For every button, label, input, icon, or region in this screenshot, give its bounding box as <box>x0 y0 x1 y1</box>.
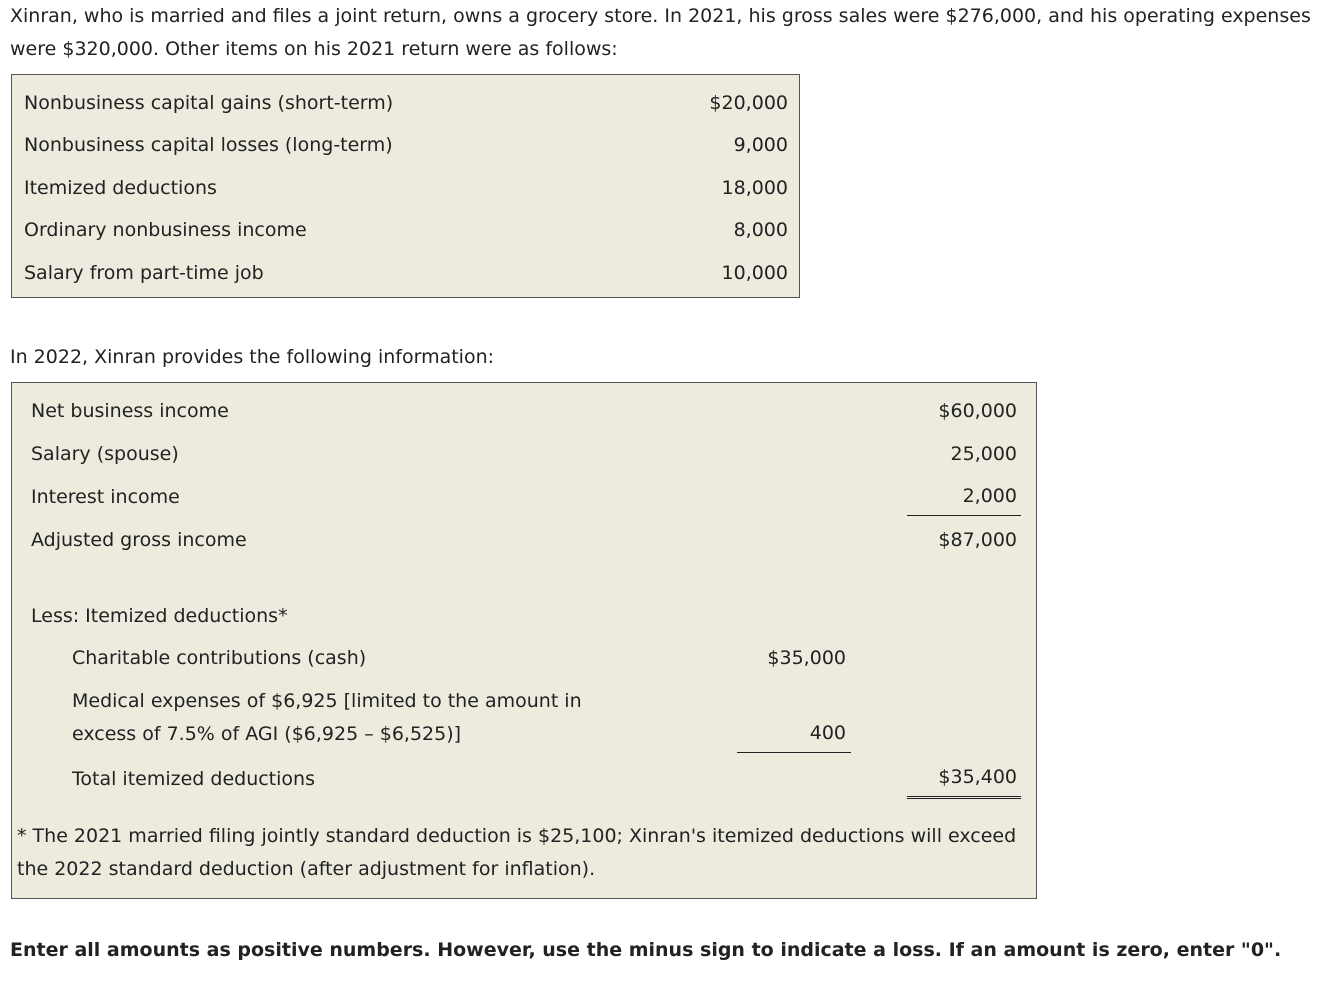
table-2021 <box>11 74 800 298</box>
row-label: Nonbusiness capital losses (long-term) <box>24 134 393 156</box>
row-label: excess of 7.5% of AGI ($6,925 – $6,525)] <box>72 723 462 745</box>
subtotal-rule <box>907 515 1021 516</box>
intro-2022: In 2022, Xinran provides the following information: <box>10 346 495 368</box>
total-double-rule <box>907 796 1021 799</box>
row-label: Salary (spouse) <box>31 443 179 465</box>
row-value: 10,000 <box>721 262 788 284</box>
row-value: 25,000 <box>950 443 1017 465</box>
row-value: $35,400 <box>938 766 1017 788</box>
row-value: 2,000 <box>962 485 1017 507</box>
row-label: Itemized deductions <box>24 177 217 199</box>
row-value: 18,000 <box>721 177 788 199</box>
row-label: Charitable contributions (cash) <box>72 647 367 669</box>
row-label: Medical expenses of $6,925 [limited to the amount in <box>72 690 582 712</box>
row-value: $87,000 <box>938 529 1017 551</box>
row-value: 8,000 <box>733 219 788 241</box>
subtotal-rule <box>737 752 851 753</box>
footnote: * The 2021 married filing jointly standard deduction is $25,100; Xinran's itemized deductions will exceed the 2022 standard deduction (after adjustment for inflation). <box>17 825 1017 880</box>
row-value: $20,000 <box>709 92 788 114</box>
less-heading: Less: Itemized deductions* <box>31 605 288 627</box>
row-value: $60,000 <box>938 400 1017 422</box>
instruction-text: Enter all amounts as positive numbers. However, use the minus sign to indicate a loss. If an amount is zero, enter "0". <box>10 939 1282 961</box>
row-label: Total itemized deductions <box>72 768 315 790</box>
row-label: Net business income <box>31 400 229 422</box>
row-label: Interest income <box>31 486 180 508</box>
row-label: Salary from part-time job <box>24 262 264 284</box>
row-label: Ordinary nonbusiness income <box>24 219 307 241</box>
row-value: $35,000 <box>767 647 846 669</box>
row-value: 9,000 <box>733 134 788 156</box>
row-value: 400 <box>809 722 846 744</box>
row-label: Nonbusiness capital gains (short-term) <box>24 92 394 114</box>
intro-paragraph: Xinran, who is married and files a joint return, owns a grocery store. In 2021, his gross sales were $276,000, and his operating expenses were $320,000. Other items on his 2021 return were as follows: <box>10 5 1311 60</box>
table-2022 <box>11 382 1037 899</box>
row-label: Adjusted gross income <box>31 529 247 551</box>
